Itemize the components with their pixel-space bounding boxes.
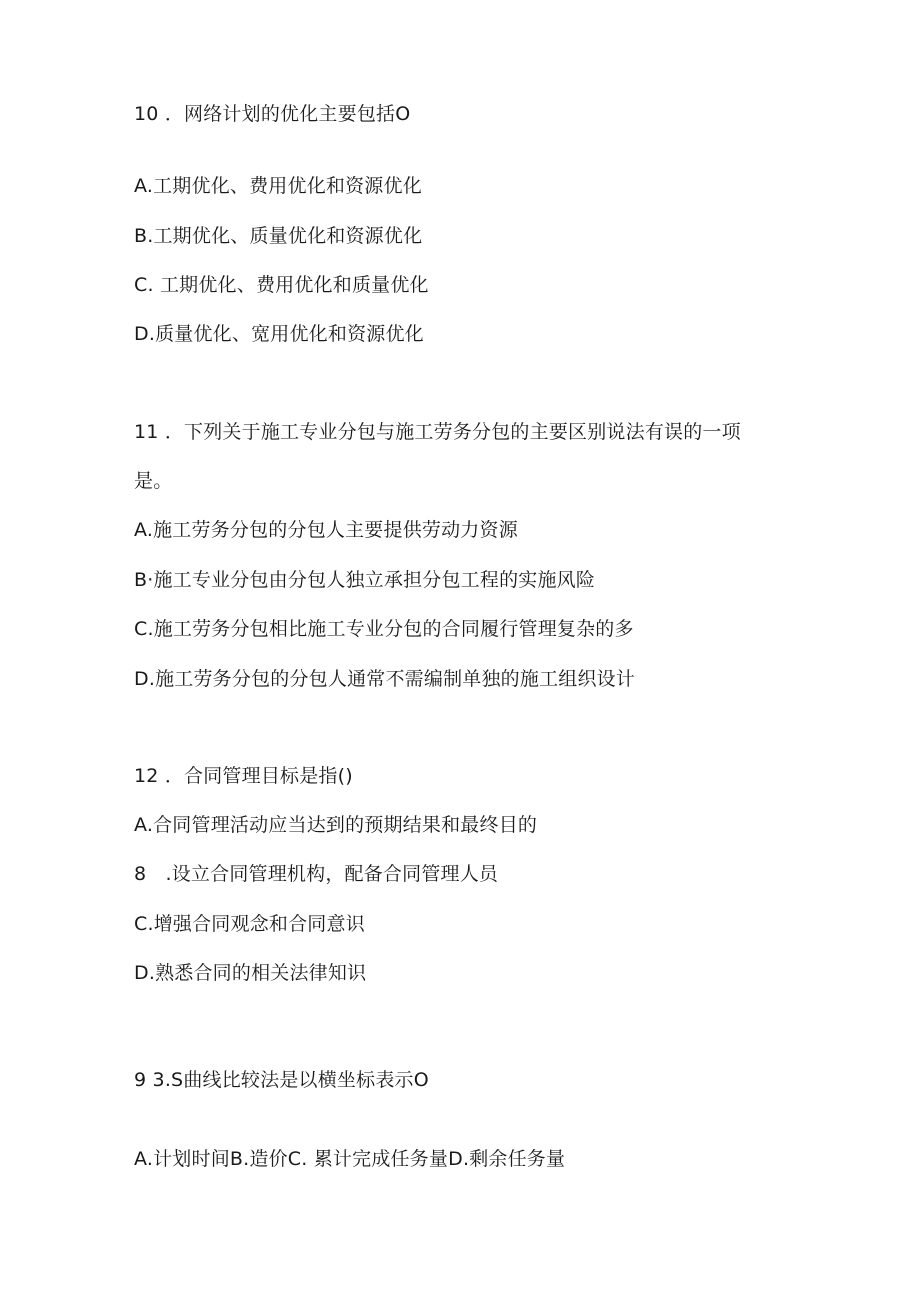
question-12-option-c: C.增强合同观念和合同意识: [134, 913, 365, 935]
question-13-stem: 9 3.S曲线比较法是以横坐标表示O: [134, 1069, 429, 1091]
question-10-option-c: C. 工期优化、费用优化和质量优化: [134, 274, 429, 296]
question-12-stem: 12 ．合同管理目标是指(): [134, 765, 353, 787]
question-11-option-d: D.施工劳务分包的分包人通常不需编制单独的施工组织设计: [134, 668, 636, 690]
question-13-options: A.计划时间B.造价C. 累计完成任务量D.剩余任务量: [134, 1148, 566, 1170]
question-11-option-c: C.施工劳务分包相比施工专业分包的合同履行管理复杂的多: [134, 618, 634, 640]
question-10-option-a: A.工期优化、费用优化和资源优化: [134, 175, 422, 197]
question-11-stem: 11 ．下列关于施工专业分包与施工劳务分包的主要区别说法有误的一项: [134, 421, 741, 443]
question-11-stem-continued: 是。: [134, 470, 173, 492]
question-10-option-b: B.工期优化、质量优化和资源优化: [134, 225, 423, 247]
question-10-option-d: D.质量优化、宽用优化和资源优化: [134, 323, 424, 345]
question-12-option-b: 8 .设立合同管理机构，配备合同管理人员: [134, 863, 499, 885]
question-11-option-a: A.施工劳务分包的分包人主要提供劳动力资源: [134, 519, 518, 541]
question-10-stem: 10 ．网络计划的优化主要包括O: [134, 103, 411, 125]
question-11-option-b: B·施工专业分包由分包人独立承担分包工程的实施风险: [134, 569, 596, 591]
question-12-option-a: A.合同管理活动应当达到的预期结果和最终目的: [134, 814, 538, 836]
question-12-option-d: D.熟悉合同的相关法律知识: [134, 962, 367, 984]
